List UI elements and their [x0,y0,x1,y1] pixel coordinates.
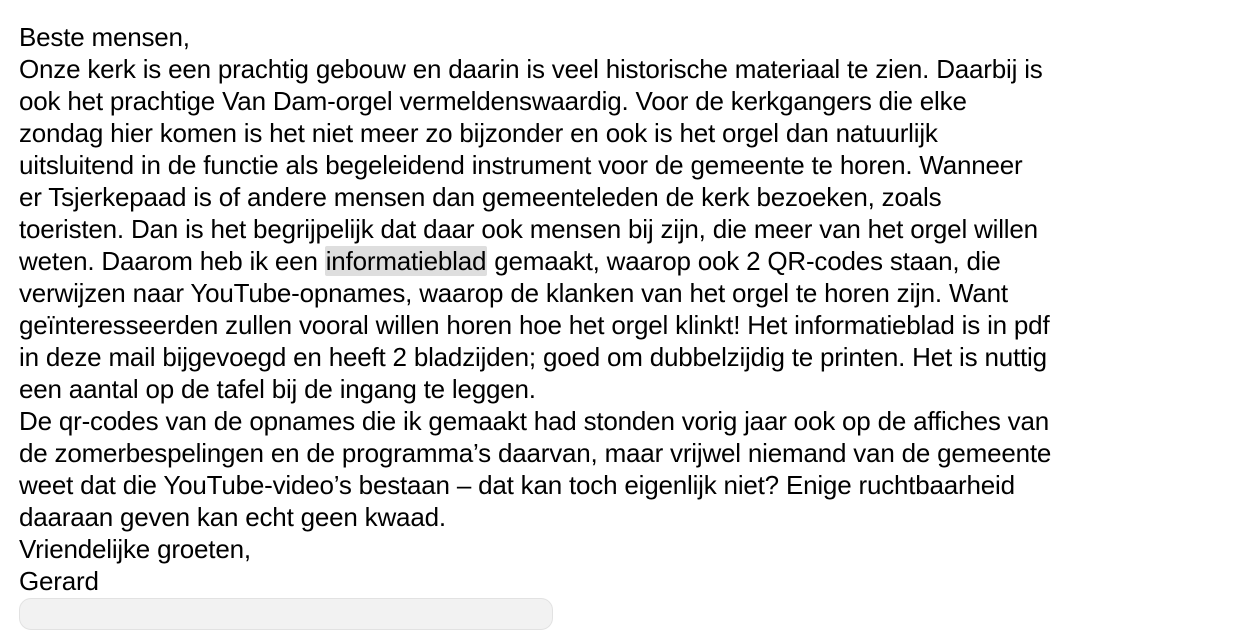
text-line: toeristen. Dan is het begrijpelijk dat daar ook mensen bij zijn, die meer van het orgel willen [19,214,1038,244]
text-line: geïnteresseerden zullen vooral willen horen hoe het orgel klinkt! Het informatieblad is in pdf [19,310,1050,340]
text-line: uitsluitend in de functie als begeleidend instrument voor de gemeente te horen. Wanneer [19,150,1023,180]
email-message-body [19,21,1234,597]
signature-line: Gerard [19,566,99,596]
text-fragment: weten. Daarom heb ik een [19,246,325,276]
text-line: weet dat die YouTube-video’s bestaan – dat kan toch eigenlijk niet? Enige ruchtbaarheid [19,470,1015,500]
text-line-with-highlight [19,245,1234,277]
greeting-line: Beste mensen, [19,22,190,52]
text-line: zondag hier komen is het niet meer zo bijzonder en ook is het orgel dan natuurlijk [19,118,938,148]
text-line: een aantal op de tafel bij de ingang te leggen. [19,374,536,404]
text-line: De qr-codes van de opnames die ik gemaakt had stonden vorig jaar ook op de affiches van [19,406,1049,436]
text-fragment: gemaakt, waarop ook 2 QR-codes staan, die [487,246,1001,276]
text-line: de zomerbespelingen en de programma’s daarvan, maar vrijwel niemand van de gemeente [19,438,1052,468]
text-line: ook het prachtige Van Dam-orgel vermeldenswaardig. Voor de kerkgangers die elke [19,86,967,116]
text-line: er Tsjerkepaad is of andere mensen dan gemeenteleden de kerk bezoeken, zoals [19,182,942,212]
text-line: in deze mail bijgevoegd en heeft 2 bladzijden; goed om dubbelzijdig te printen. Het is nuttig [19,342,1047,372]
text-line: daaraan geven kan echt geen kwaad. [19,502,446,532]
closing-line: Vriendelijke groeten, [19,534,251,564]
highlighted-word[interactable]: informatieblad [325,246,487,276]
text-line: verwijzen naar YouTube-opnames, waarop de klanken van het orgel te horen zijn. Want [19,278,1008,308]
attachment-preview[interactable] [19,598,553,630]
text-line: Onze kerk is een prachtig gebouw en daarin is veel historische materiaal te zien. Daarbij is [19,54,1043,84]
